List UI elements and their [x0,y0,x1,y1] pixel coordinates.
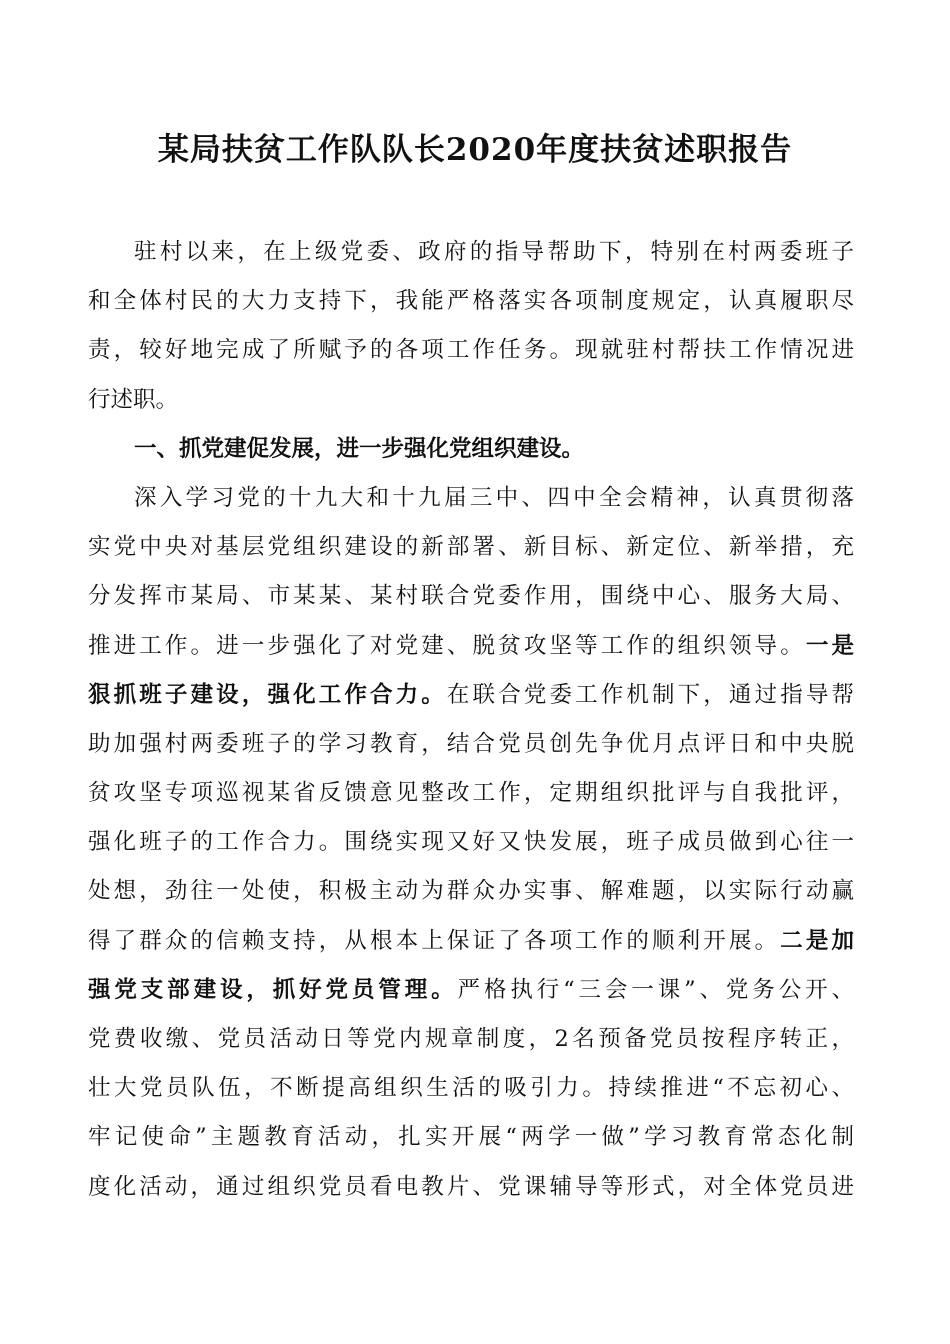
paragraph-line: 行述职。 [88,386,179,413]
paragraph-text: 严格执行“三会一课”、党务公开、 [457,976,854,1003]
section-heading: 一、抓党建促发展，进一步强化党组织建设。 [134,435,585,462]
paragraph-text: 得了群众的信赖支持，从根本上保证了各项工作的顺利开展。 [88,927,781,954]
paragraph-text: 推进工作。进一步强化了对党建、脱贫攻坚等工作的组织领导。 [88,632,806,659]
paragraph-line: 分发挥市某局、市某某、某村联合党委作用，围绕中心、服务大局、 [88,583,854,610]
paragraph-line: 驻村以来，在上级党委、政府的指导帮助下，特别在村两委班子 [134,239,854,265]
paragraph-line: 实党中央对基层党组织建设的新部署、新目标、新定位、新举措，充 [88,534,854,561]
emphasis-text: 一是 [805,632,854,659]
paragraph-line: 贫攻坚专项巡视某省反馈意见整改工作，定期组织批评与自我批评， [88,780,854,807]
paragraph-line: 责，较好地完成了所赋予的各项工作任务。现就驻村帮扶工作情况进 [88,337,854,364]
paragraph-line [88,917,854,966]
paragraph-line: 强化班子的工作合力。围绕实现又好又快发展，班子成员做到心往一 [88,829,854,856]
paragraph-line: 牢记使命”主题教育活动，扎实开展“两学一做”学习教育常态化制 [88,1124,854,1151]
paragraph-line: 处想，劲往一处使，积极主动为群众办实事、解难题，以实际行动赢 [88,878,854,905]
paragraph-line [88,671,854,720]
paragraph-line: 和全体村民的大力支持下，我能严格落实各项制度规定，认真履职尽 [88,288,854,315]
paragraph-line [88,622,854,671]
emphasis-text: 强党支部建设，抓好党员管理。 [88,976,458,1003]
document-body [88,228,854,1212]
paragraph-line: 党费收缴、党员活动日等党内规章制度，2名预备党员按程序转正， [88,1026,854,1052]
paragraph-line: 壮大党员队伍，不断提高组织生活的吸引力。持续推进“不忘初心、 [88,1075,854,1102]
emphasis-text: 狠抓班子建设，强化工作合力。 [88,681,447,708]
paragraph-line: 深入学习党的十九大和十九届三中、四中全会精神，认真贯彻落 [134,484,854,511]
document-title: 某局扶贫工作队队长2020年度扶贫述职报告 [157,132,793,168]
paragraph-line: 助加强村两委班子的学习教育，结合党员创先争优月点评日和中央脱 [88,730,854,757]
paragraph-line [88,966,854,1015]
paragraph-text: 在联合党委工作机制下，通过指导帮 [446,681,854,708]
paragraph-line: 度化活动，通过组织党员看电教片、党课辅导等形式，对全体党员进 [88,1173,854,1200]
emphasis-text: 二是加 [780,927,854,954]
